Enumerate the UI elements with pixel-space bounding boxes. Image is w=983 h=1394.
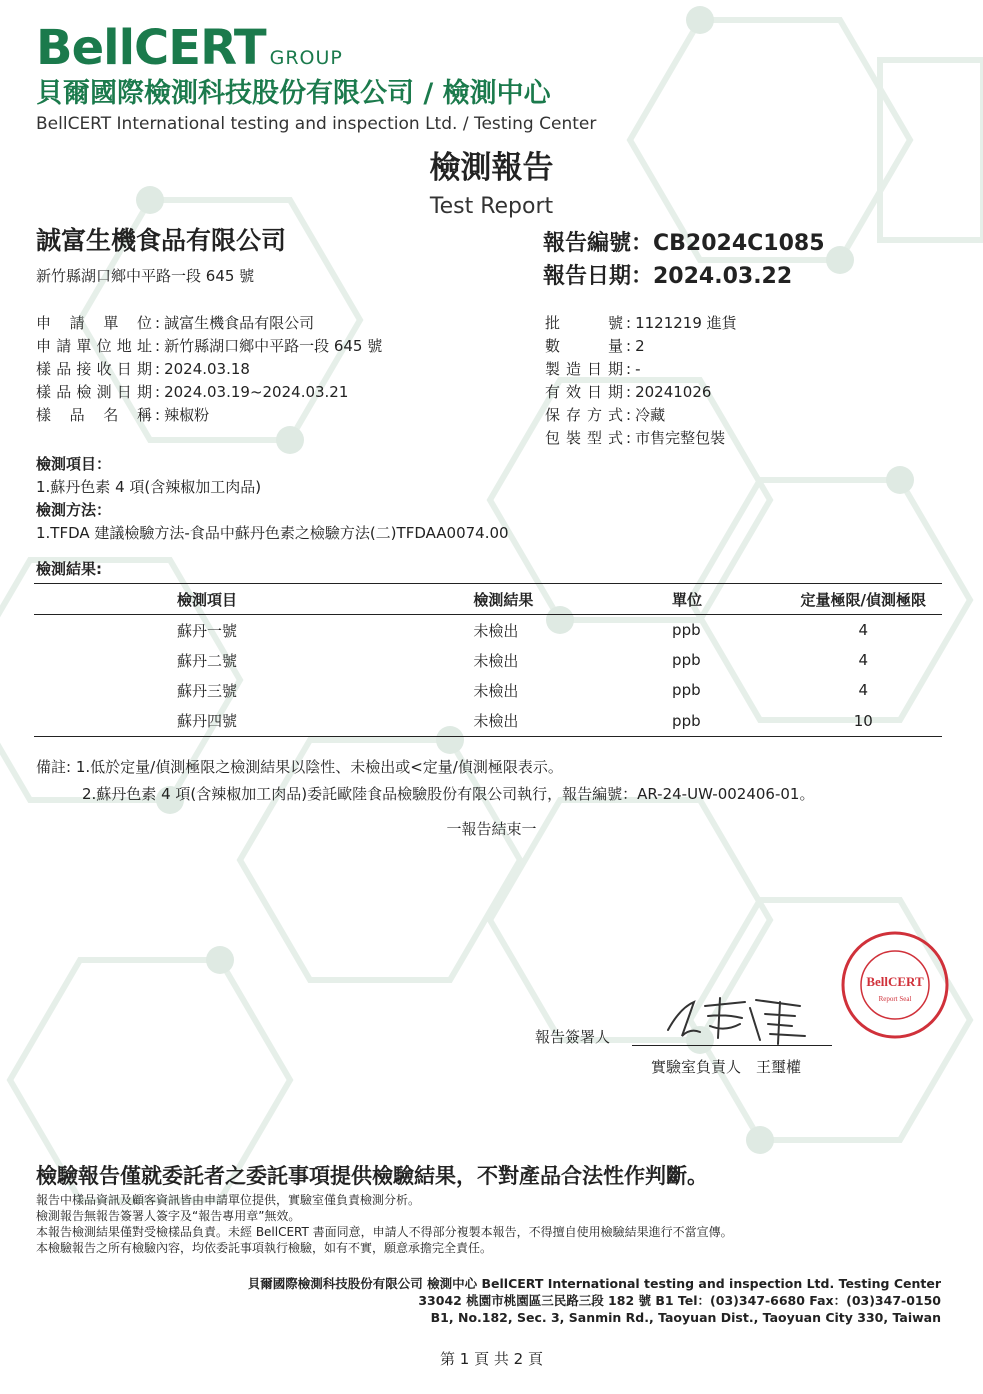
results-table [34,583,942,737]
report-title-zh: 檢測報告 [429,150,554,186]
signature-line [632,1045,832,1046]
page-number: 第 1 頁 共 2 頁 [440,1350,543,1368]
test-items-text: 1.蘇丹色素 4 項(含辣椒加工肉品) [36,478,262,496]
right-fields [545,312,737,450]
brand-logo [36,20,343,82]
notes-prefix: 備註: [36,758,72,776]
col-header-result: 檢測結果 [473,584,672,615]
table-row: 蘇丹三號 未檢出 ppb 4 [177,681,869,700]
note-2: 2.蘇丹色素 4 項(含辣椒加工肉品)委託歐陸食品檢驗股份有限公司執行，報告編號：AR-24-UW-002406-01。 [82,785,815,803]
disclaimer-line: 報告中樣品資訊及顧客資訊皆由申請單位提供，實驗室僅負責檢測分析。 [36,1193,421,1207]
brand-name: BellCERT [36,20,266,76]
signatory-label: 報告簽署人 [535,1028,611,1046]
field-applicant-address: 申請單位地址 : 新竹縣湖口鄉中平路一段 645 號 [36,337,383,355]
test-items-section [36,453,509,545]
results-label: 檢測結果: [36,560,102,578]
company-name-en: BellCERT International testing and inspection Ltd. / Testing Center [36,114,597,134]
client-name: 誠富生機食品有限公司 [36,226,287,255]
test-method-text: 1.TFDA 建議檢驗方法-食品中蘇丹色素之檢驗方法(二)TFDAA0074.00 [36,524,509,542]
report-end: 一報告結束一 [446,820,537,838]
report-title-en: Test Report [429,194,554,219]
col-header-unit: 單位 [672,584,785,615]
handwritten-signature [660,988,810,1048]
disclaimer-headline: 檢驗報告僅就委託者之委託事項提供檢驗結果，不對產品合法性作判斷。 [36,1164,708,1188]
field-storage: 保存方式 : 冷藏 [545,406,666,424]
field-expiry-date: 有效日期 : 20241026 [545,383,712,401]
field-test-date: 樣品檢測日期 : 2024.03.19~2024.03.21 [36,383,349,401]
table-row: 蘇丹二號 未檢出 ppb 4 [177,651,869,670]
field-sample-name: 樣品名稱 : 辣椒粉 [36,406,210,424]
seal-title: BellCERT [866,974,924,989]
col-header-limit: 定量極限/偵測極限 [785,584,942,615]
note-1: 1.低於定量/偵測極限之檢測結果以陰性、未檢出或<定量/偵測極限表示。 [75,758,563,776]
report-number: 報告編號：CB2024C1085 [543,231,825,256]
field-batch: 批號 : 1121219 進貨 [545,314,737,332]
footer-contact [248,1275,941,1326]
test-items-label: 檢測項目： [36,455,112,473]
footer-line-3: B1, No.182, Sec. 3, Sanmin Rd., Taoyuan Dist., Taoyuan City 330, Taiwan [430,1310,941,1325]
seal-subtitle: Report Seal [878,995,912,1003]
notes [36,754,814,808]
report-seal-stamp [840,930,950,1040]
brand-group: GROUP [269,47,343,69]
disclaimer-line: 本檢驗報告之所有檢驗內容，均依委託事項執行檢驗，如有不實，願意承擔完全責任。 [36,1241,493,1255]
footer-line-1: 貝爾國際檢測科技股份有限公司 檢測中心 BellCERT International testing and inspection Ltd. Testing Center [247,1276,941,1291]
footer-line-2: 33042 桃園市桃園區三民路三段 182 號 B1 Tel：(03)347-6680 Fax：(03)347-0150 [418,1293,941,1308]
test-method-label: 檢測方法： [36,501,112,519]
disclaimer-line: 本報告檢測結果僅對受檢樣品負責。未經 BellCERT 書面同意，申請人不得部分複製本報告，不得擅自使用檢驗結果進行不當宣傳。 [36,1225,733,1239]
field-receive-date: 樣品接收日期 : 2024.03.18 [36,360,250,378]
table-row: 蘇丹一號 未檢出 ppb 4 [177,621,869,640]
disclaimer-lines [36,1192,733,1256]
signatory-name: 實驗室負責人 王璽權 [651,1058,802,1076]
field-applicant: 申請單位 : 誠富生機食品有限公司 [36,314,315,332]
table-header-row [34,584,942,615]
company-name-zh: 貝爾國際檢測科技股份有限公司 / 檢測中心 [36,78,551,109]
report-date: 報告日期：2024.03.22 [543,264,793,289]
col-header-item: 檢測項目 [34,584,473,615]
field-packaging: 包裝型式 : 市售完整包裝 [545,429,726,447]
field-quantity: 數量 : 2 [545,337,645,355]
left-fields [36,312,382,427]
table-row: 蘇丹四號 未檢出 ppb 10 [34,705,942,737]
client-address: 新竹縣湖口鄉中平路一段 645 號 [36,267,255,285]
field-manufacture-date: 製造日期 : - [545,360,641,378]
disclaimer-line: 檢測報告無報告簽署人簽字及“報告專用章”無效。 [36,1209,301,1223]
